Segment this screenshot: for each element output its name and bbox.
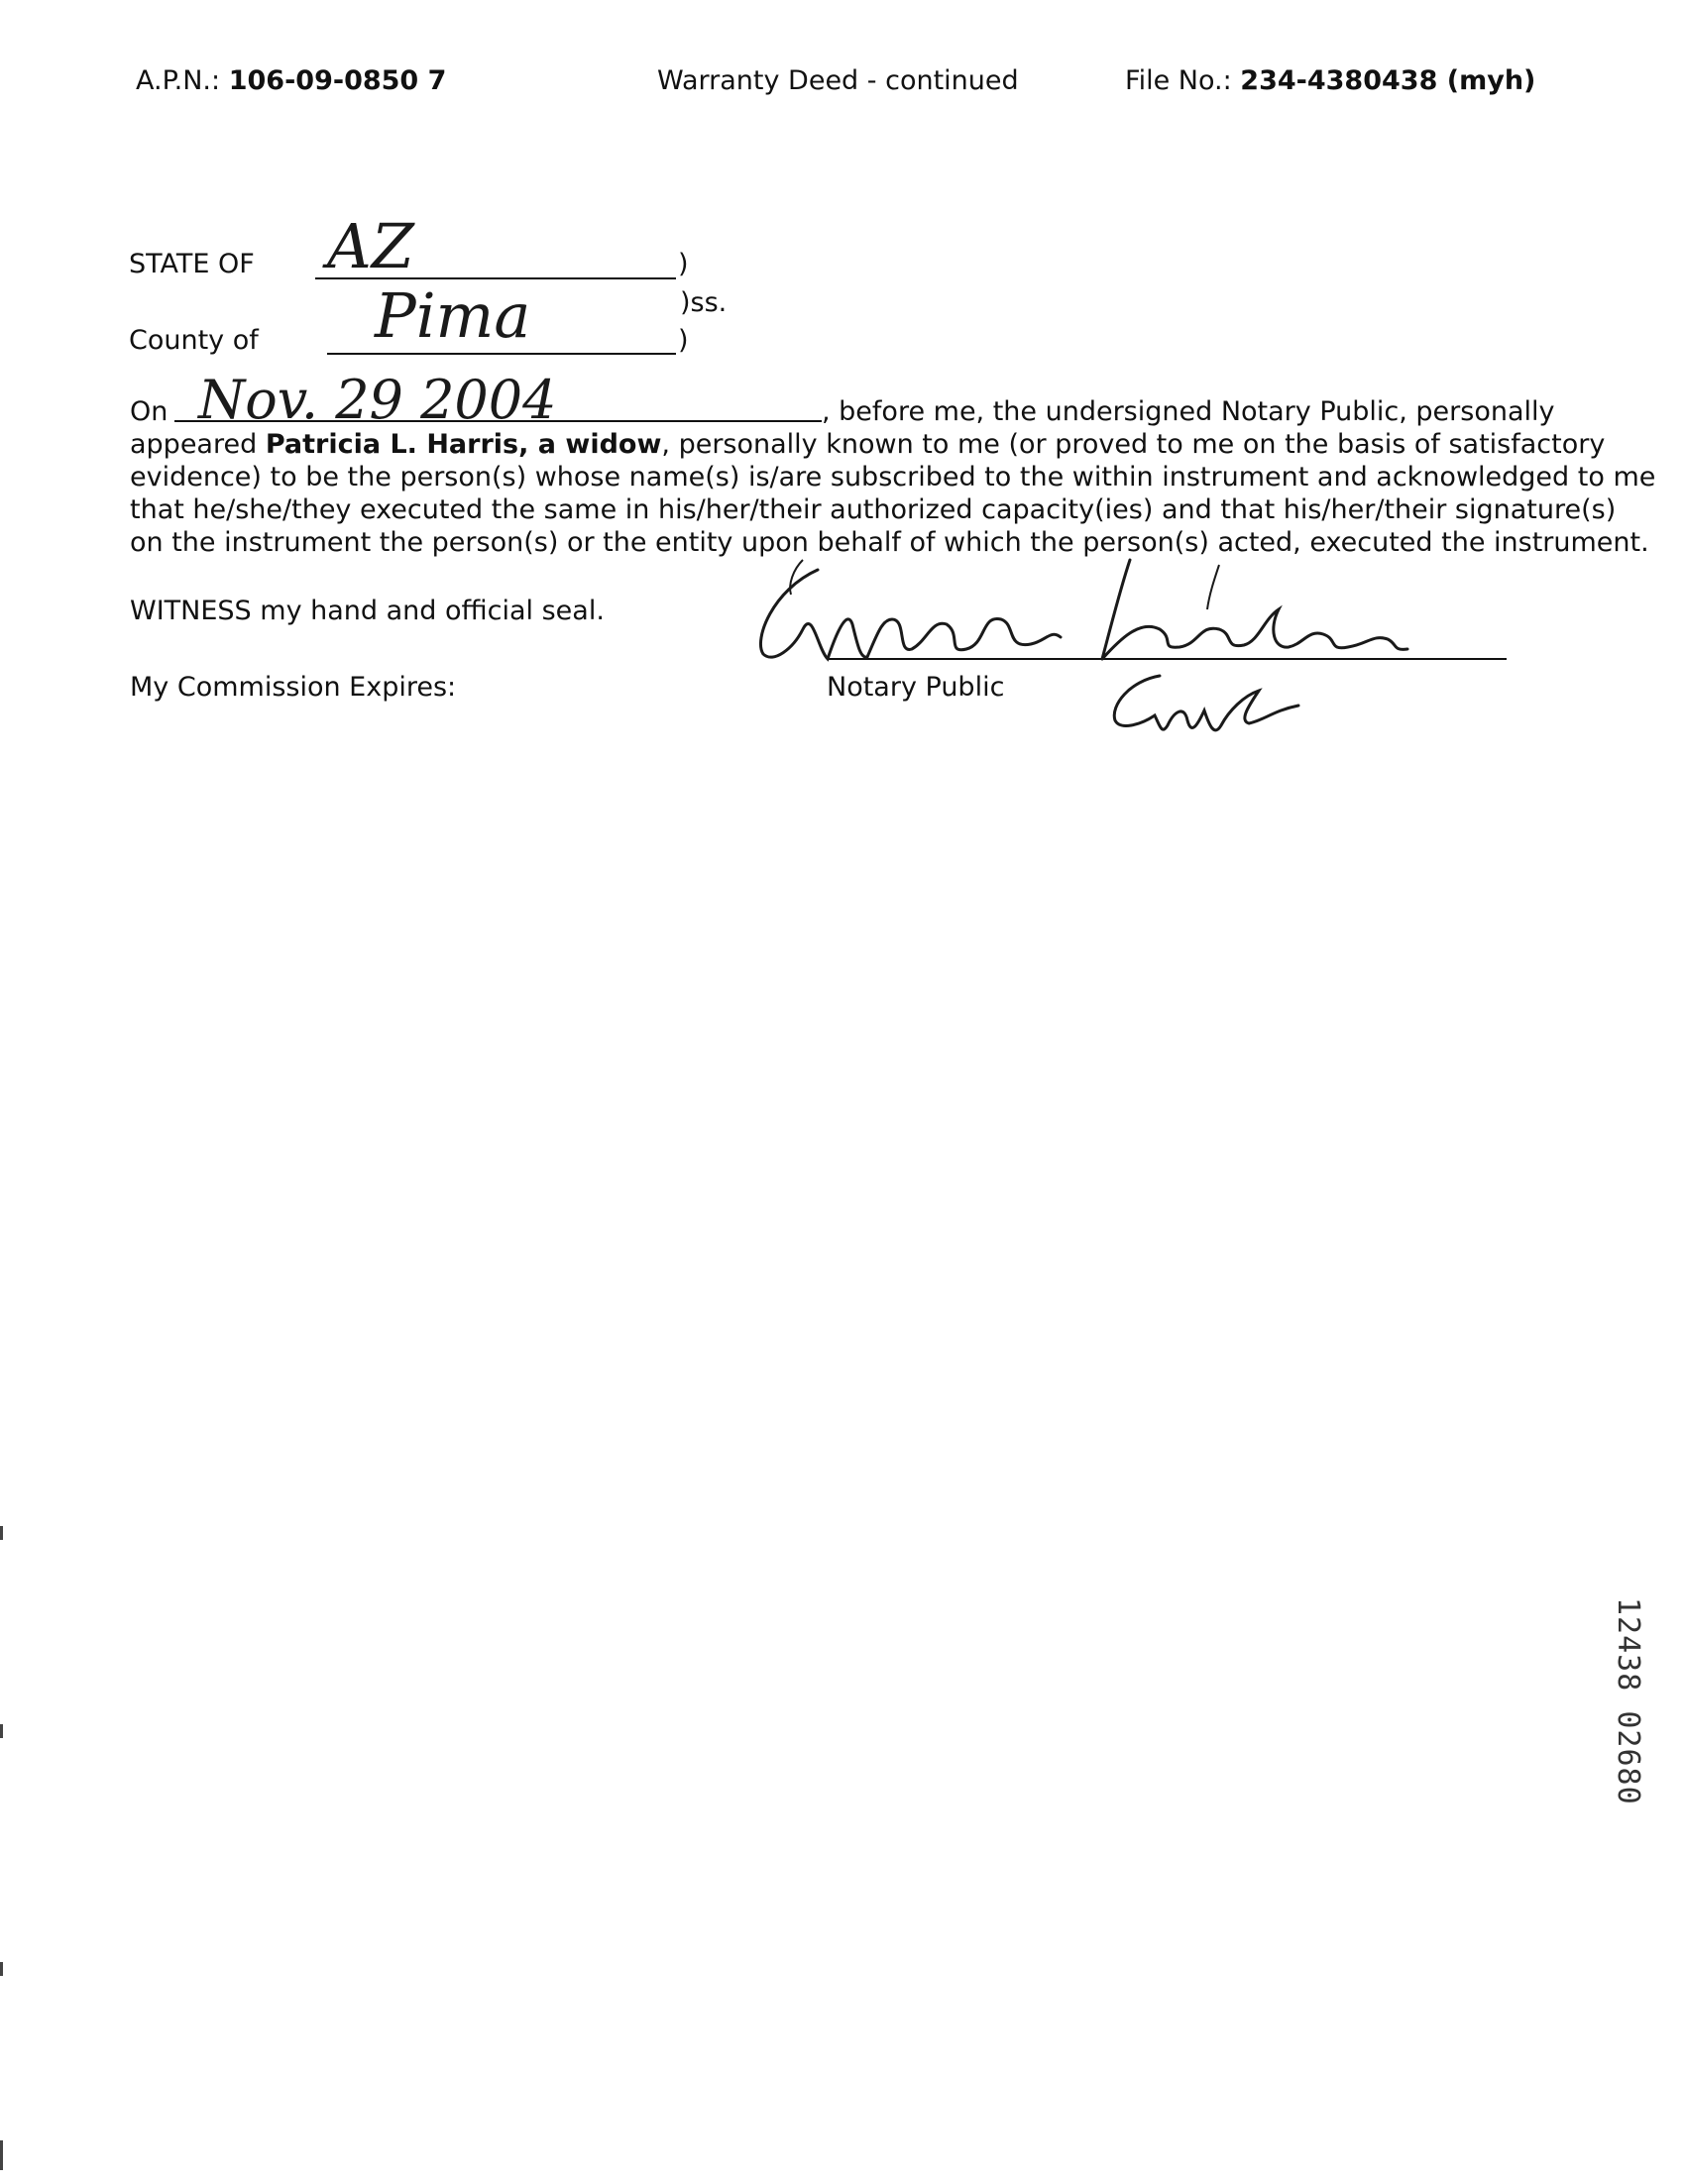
apn <box>136 65 446 96</box>
state-label: STATE OF <box>129 249 255 279</box>
county-line <box>327 353 676 355</box>
date-handwritten: Nov. 29 2004 <box>198 369 557 431</box>
grantor-name: Patricia L. Harris, a widow <box>265 429 662 460</box>
file-value: 234-4380438 (myh) <box>1240 65 1536 96</box>
scan-mark <box>0 1724 3 1738</box>
ack-line-1 <box>130 396 168 427</box>
state-handwritten: AZ <box>327 210 414 282</box>
scan-mark <box>0 1526 3 1540</box>
county-label: County of <box>129 325 259 356</box>
notary-public-label: Notary Public <box>827 672 1005 703</box>
file-label: File No.: <box>1125 65 1232 96</box>
ack-line-2-rest: , personally known to me (or proved to me on the basis of satisfactory <box>661 429 1606 460</box>
notary-initials <box>1100 666 1318 755</box>
scan-mark <box>0 2140 3 2170</box>
witness-text: WITNESS my hand and official seal. <box>130 596 605 626</box>
commission-expires: My Commission Expires: <box>130 672 457 703</box>
paren-county: ) <box>678 325 689 356</box>
county-handwritten: Pima <box>375 279 531 352</box>
appeared-text: appeared <box>130 429 266 460</box>
document-title: Warranty Deed - continued <box>657 65 1019 96</box>
ack-line-2 <box>130 429 1605 460</box>
ack-line-1-rest: , before me, the undersigned Notary Public, personally <box>822 396 1555 427</box>
file-number <box>1125 65 1535 96</box>
on-label: On <box>130 396 168 427</box>
margin-record-number: 12438 02680 <box>1611 1597 1645 1805</box>
ack-line-3: evidence) to be the person(s) whose name(s) is/are subscribed to the within instrument and acknowledged to me <box>130 462 1656 492</box>
scan-mark <box>0 1962 3 1976</box>
apn-label: A.P.N.: <box>136 65 221 96</box>
paren-state: ) <box>678 249 689 279</box>
notary-signature <box>733 550 1447 748</box>
apn-value: 106-09-0850 7 <box>228 65 447 96</box>
ack-line-5: on the instrument the person(s) or the entity upon behalf of which the person(s) acted, executed the instrument. <box>130 527 1649 558</box>
ss-mark: )ss. <box>680 287 728 318</box>
ack-line-4: that he/she/they executed the same in his/her/their authorized capacity(ies) and that his/her/their signature(s) <box>130 494 1617 525</box>
